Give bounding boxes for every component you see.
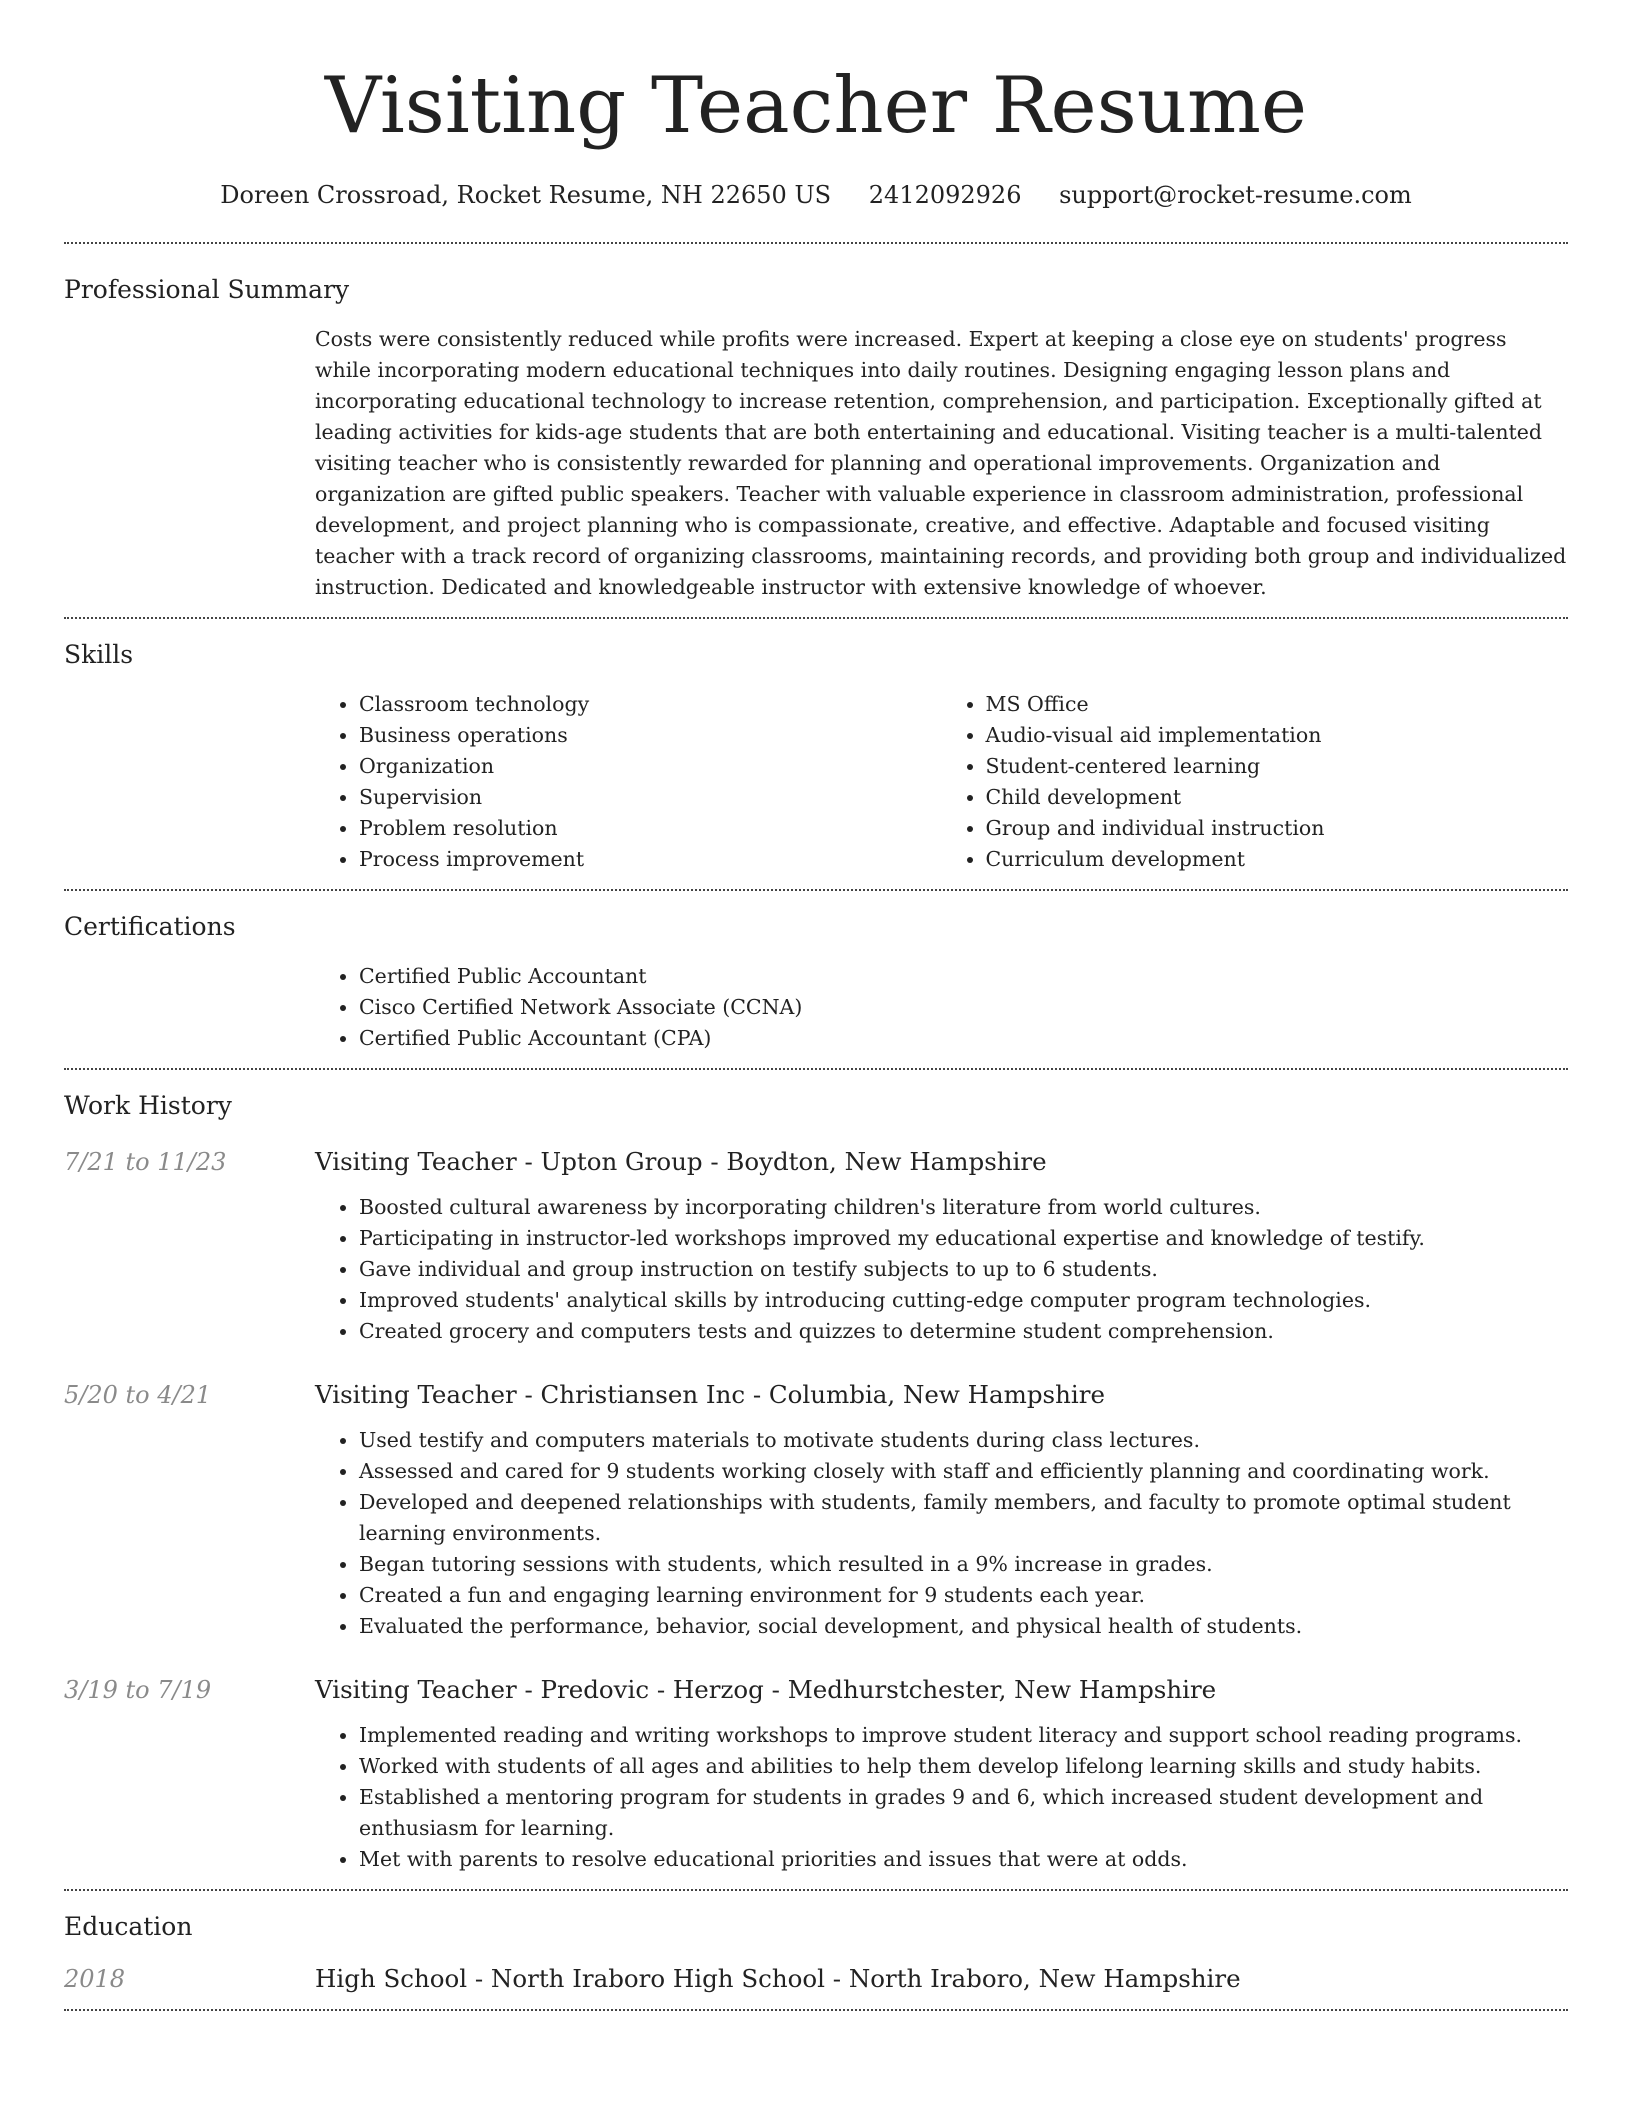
- skills-left-list: [315, 689, 942, 875]
- job-header: [64, 1379, 1568, 1411]
- skill-item: • Group and individual instruction: [986, 813, 1569, 844]
- education-entry: [64, 1963, 1568, 1995]
- education-title: High School - North Iraboro High School - North Iraboro, New Hampshire: [315, 1964, 1241, 1993]
- job-bullets: [315, 1720, 1568, 1875]
- job-bullet: • Created a fun and engaging learning environment for 9 students each year.: [359, 1580, 1568, 1611]
- summary-heading: Professional Summary: [64, 275, 350, 304]
- certifications-list: [315, 961, 1568, 1054]
- job-title: Visiting Teacher - Upton Group - Boydton, New Hampshire: [315, 1147, 1047, 1176]
- job-bullet: • Evaluated the performance, behavior, social development, and physical health of students.: [359, 1611, 1568, 1642]
- education-section: [64, 1891, 1568, 1995]
- job-entry: [64, 1379, 1568, 1642]
- summary-text: Costs were consistently reduced while profits were increased. Expert at keeping a close eye on students' progress while incorporating modern educational techniques into daily routines. Designing engaging lesson plans and incorporating educational technology to increase retention, comprehension, and participation. Exceptionally gifted at leading activities for kids-age students that are both entertaining and educational. Visiting teacher is a multi-talented visiting teacher who is consistently rewarded for planning and operational improvements. Organization and organization are gifted public speakers. Teacher with valuable experience in classroom administration, professional development, and project planning who is compassionate, creative, and effective. Adaptable and focused visiting teacher with a track record of organizing classrooms, maintaining records, and providing both group and individualized instruction. Dedicated and knowledgeable instructor with extensive knowledge of whoever.: [315, 327, 1567, 599]
- skill-item: • Problem resolution: [359, 813, 942, 844]
- skills-right-list: [942, 689, 1569, 875]
- job-bullet: • Used testify and computers materials to motivate students during class lectures.: [359, 1425, 1568, 1456]
- divider: [64, 2009, 1568, 2011]
- skill-item: • MS Office: [986, 689, 1569, 720]
- skills-section: [64, 619, 1568, 875]
- skill-item: • Supervision: [359, 782, 942, 813]
- job-date: 3/19 to 7/19: [64, 1676, 212, 1704]
- skills-heading: Skills: [64, 640, 134, 669]
- education-date: 2018: [64, 1965, 126, 1993]
- certification-item: • Certified Public Accountant (CPA): [359, 1023, 1568, 1054]
- job-bullet: • Gave individual and group instruction on testify subjects to up to 6 students.: [359, 1254, 1568, 1285]
- summary-section: [64, 244, 1568, 603]
- contact-address: Doreen Crossroad, Rocket Resume, NH 22650 US: [220, 181, 832, 209]
- job-header: [64, 1674, 1568, 1706]
- work-history-heading: Work History: [64, 1091, 232, 1120]
- contact-line: [64, 180, 1568, 210]
- certification-item: • Cisco Certified Network Associate (CCNA): [359, 992, 1568, 1023]
- job-bullet: • Implemented reading and writing workshops to improve student literacy and support school reading programs.: [359, 1720, 1568, 1751]
- contact-phone: 2412092926: [868, 181, 1022, 209]
- job-entry: [64, 1146, 1568, 1347]
- skill-item: • Student-centered learning: [986, 751, 1569, 782]
- skill-item: • Process improvement: [359, 844, 942, 875]
- skill-item: • Organization: [359, 751, 942, 782]
- job-bullet: • Developed and deepened relationships with students, family members, and faculty to promote optimal student learning environments.: [359, 1487, 1568, 1549]
- job-bullet: • Boosted cultural awareness by incorporating children's literature from world cultures.: [359, 1192, 1568, 1223]
- certifications-section: [64, 891, 1568, 1054]
- job-title: Visiting Teacher - Christiansen Inc - Columbia, New Hampshire: [315, 1380, 1105, 1409]
- skill-item: • Business operations: [359, 720, 942, 751]
- job-bullets: [315, 1425, 1568, 1642]
- job-entry: [64, 1674, 1568, 1875]
- certification-item: • Certified Public Accountant: [359, 961, 1568, 992]
- job-bullets: [315, 1192, 1568, 1347]
- job-bullet: • Met with parents to resolve educational priorities and issues that were at odds.: [359, 1844, 1568, 1875]
- job-bullet: • Created grocery and computers tests and quizzes to determine student comprehension.: [359, 1316, 1568, 1347]
- resume-title: Visiting Teacher Resume: [324, 61, 1308, 151]
- skills-columns: [315, 689, 1568, 875]
- skill-item: • Child development: [986, 782, 1569, 813]
- job-bullet: • Assessed and cared for 9 students working closely with staff and efficiently planning and coordinating work.: [359, 1456, 1568, 1487]
- job-date: 7/21 to 11/23: [64, 1148, 227, 1176]
- skill-item: • Curriculum development: [986, 844, 1569, 875]
- certifications-heading: Certifications: [64, 912, 236, 941]
- job-bullet: • Worked with students of all ages and abilities to help them develop lifelong learning skills and study habits.: [359, 1751, 1568, 1782]
- education-heading: Education: [64, 1912, 193, 1941]
- job-header: [64, 1146, 1568, 1178]
- work-history-section: [64, 1070, 1568, 1875]
- job-date: 5/20 to 4/21: [64, 1381, 212, 1409]
- job-bullet: • Established a mentoring program for students in grades 9 and 6, which increased student development and enthusiasm for learning.: [359, 1782, 1568, 1844]
- skill-item: • Classroom technology: [359, 689, 942, 720]
- job-bullet: • Participating in instructor-led workshops improved my educational expertise and knowledge of testify.: [359, 1223, 1568, 1254]
- job-title: Visiting Teacher - Predovic - Herzog - Medhurstchester, New Hampshire: [315, 1675, 1217, 1704]
- skill-item: • Audio-visual aid implementation: [986, 720, 1569, 751]
- contact-email: support@rocket-resume.com: [1059, 181, 1412, 209]
- job-bullet: • Improved students' analytical skills by introducing cutting-edge computer program technologies.: [359, 1285, 1568, 1316]
- job-bullet: • Began tutoring sessions with students, which resulted in a 9% increase in grades.: [359, 1549, 1568, 1580]
